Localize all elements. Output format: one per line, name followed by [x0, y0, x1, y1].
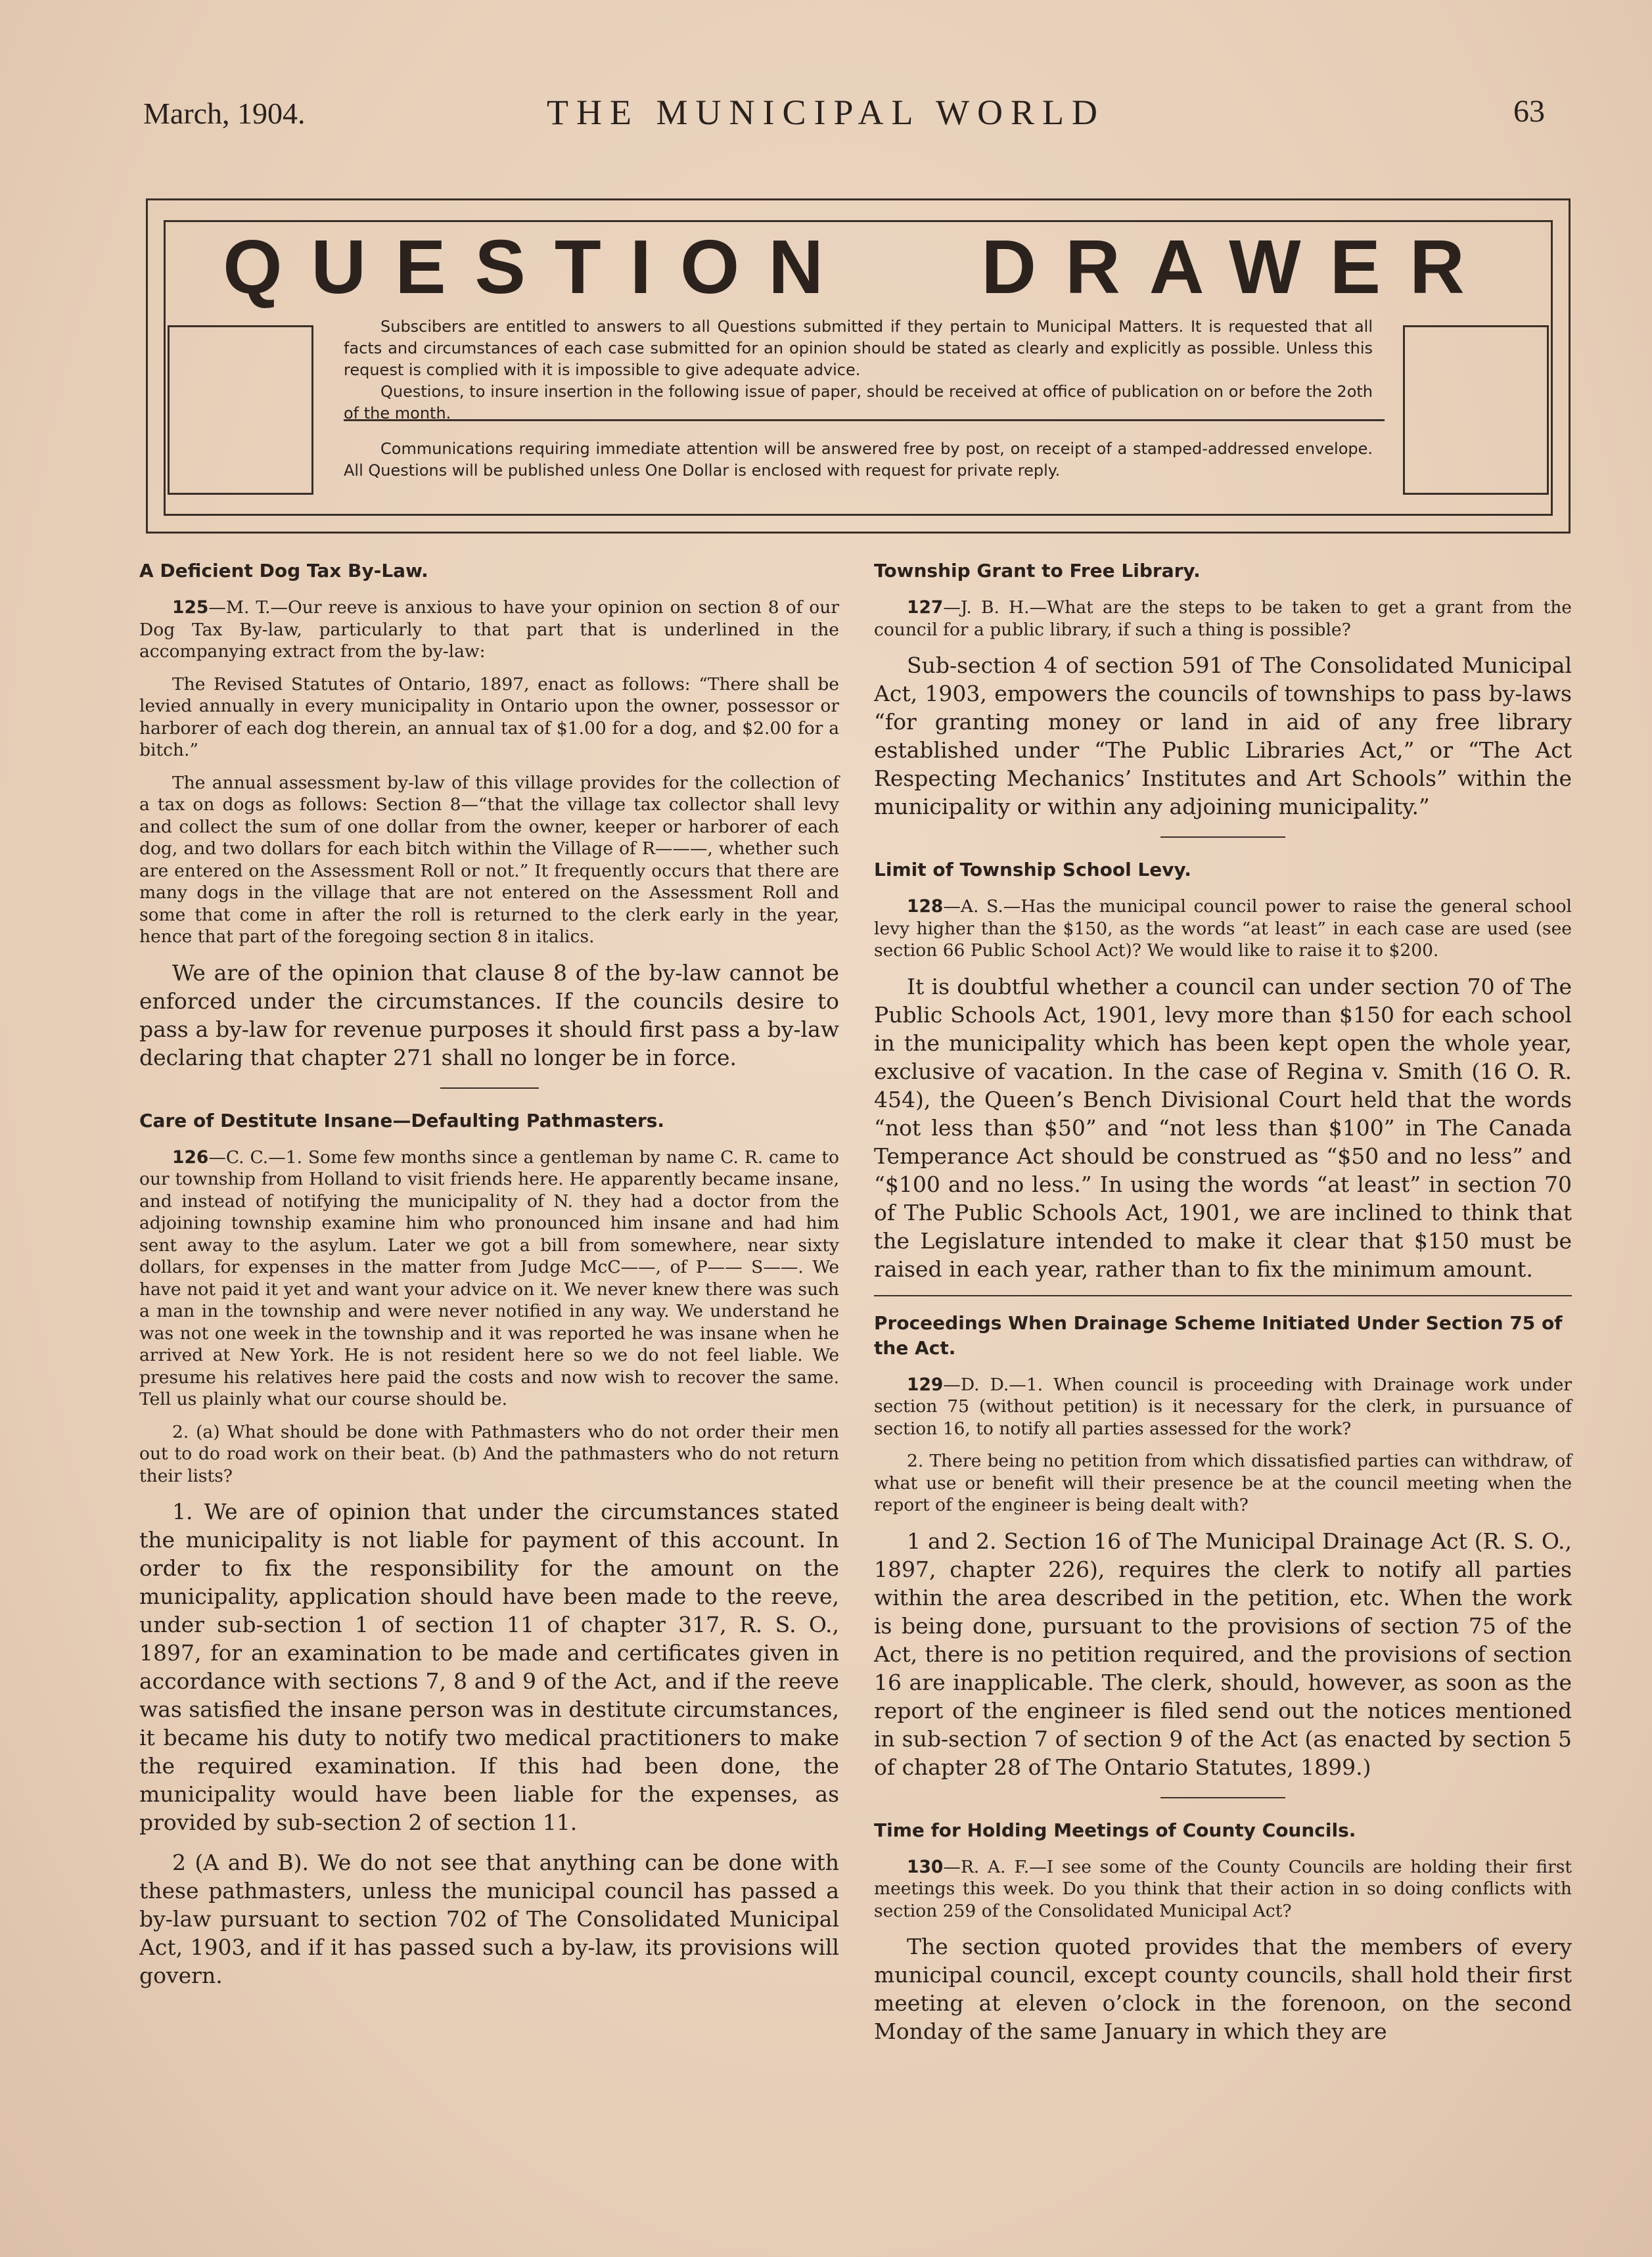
answer-130: The section quoted provides that the members of every municipal council, except county councils, shall hold their first meeting at eleven o’clock in the forenoon, on the second Monday of the same January in which they are [874, 1934, 1572, 2044]
question-text: —A. S.—Has the municipal council power to raise the general school levy higher than the $150, as the words “at least” in each case are used (see section 66 Public School Act)? We would like to raise it to $200. [874, 896, 1572, 961]
question-129 [874, 1374, 1572, 1440]
question-number: 125 [172, 597, 209, 618]
divider [344, 419, 1385, 421]
divider [1160, 836, 1285, 838]
instruction-p2: Questions, to insure insertion in the following issue of paper, should be received at office of publication on or before the 2oth of the month. [344, 382, 1373, 422]
question-text: —R. A. F.—I see some of the County Councils are holding their first meetings this week. Do you think that their action in so doing conflicts with section 259 of the Consolidated Municipal Act? [874, 1856, 1572, 1921]
answer-126-2: 2 (A and B). We do not see that anything can be done with these pathmasters, unless the municipal council has passed a by-law pursuant to section 702 of The Consolidated Municipal Act, 1903, and if it has passed such a by-law, its provisions will govern. [139, 1850, 839, 1988]
running-header [0, 92, 1652, 145]
question-125 [139, 597, 839, 663]
question-drawer-box [146, 198, 1571, 534]
ornament-left [168, 325, 313, 495]
section-title: QUESTION DRAWER [223, 224, 1494, 309]
instruction-p3: Communications requiring immediate attention will be answered free by post, on receipt of a stamped-addressed envelope. All Questions will be published unless One Dollar is enclosed with request for private reply. [344, 440, 1373, 480]
question-number: 128 [907, 896, 944, 917]
divider [440, 1087, 539, 1089]
answer-125: We are of the opinion that clause 8 of the by-law cannot be enforced under the circumstances. If the councils desire to pass a by-law for revenue purposes it should first pass a by-law declaring that chapter 271 shall no longer be in force. [139, 959, 839, 1070]
question-130 [874, 1856, 1572, 1923]
divider [874, 1295, 1572, 1296]
question-126-part2: 2. (a) What should be done with Pathmasters who do not order their men out to do road work on their beat. (b) And the pathmasters who do not return their lists? [139, 1421, 839, 1486]
issue-date: March, 1904. [143, 97, 306, 130]
heading-free-library: Township Grant to Free Library. [874, 560, 1201, 581]
question-number: 129 [907, 1374, 944, 1395]
communications-note [344, 438, 1373, 482]
question-125-bylaw: The annual assessment by-law of this village provides for the collection of a tax on dogs as follows: Section 8—“that the village tax collector shall levy and collect the sum of one dollar from the owner, keeper or harborer of each dog, and two dollars for each bitch within the Village of R———, whether such are entered on the Assessment Roll or not.” It frequently occurs that there are many dogs in the village that are not entered on the Assessment Roll and some that come in after the roll is returned to the clerk early in the year, hence that part of the foregoing section 8 in italics. [139, 772, 839, 947]
journal-title: THE MUNICIPAL WORLD [546, 93, 1105, 132]
ornament-right [1403, 325, 1549, 495]
instruction-p1: Subscibers are entitled to answers to all Questions submitted if they pertain to Municipal Matters. It is requested that all facts and circumstances of each case submitted for an opinion should be stated as clearly and explicitly as possible. Unless this request is complied with it is impossible to give adequate advice. [344, 317, 1373, 379]
answer-128: It is doubtful whether a council can under section 70 of The Public Schools Act, 1901, levy more than $150 for each school in the municipality which has been kept open the whole year, exclusive of vacation. In the case of Regina v. Smith (16 O. R. 454), the Queen’s Bench Divisional Court held that the words “not less than $50” and “not less than $100” in The Canada Temperance Act should be construed as “$50 and no less” and “$100 and no less.” In using the words “at least” in section 70 of The Public Schools Act, 1901, we are inclined to think that the Legislature intended to make it clear that $150 must be raised in each year, rather than to fix the minimum amount. [874, 973, 1572, 1282]
answer-127: Sub-section 4 of section 591 of The Consolidated Municipal Act, 1903, empowers the councils of townships to pass by-laws “for granting money or land in aid of any free library established under “The Public Libraries Act,” or “The Act Respecting Mechanics’ Institutes and Art Schools” within the municipality or within any adjoining municipality.” [874, 652, 1572, 819]
instructions [344, 316, 1373, 424]
answer-129: 1 and 2. Section 16 of The Municipal Drainage Act (R. S. O., 1897, chapter 226), requires the clerk to notify all parties within the area described in the petition, etc. When the work is being done, pursuant to the provisions of section 75 of the Act, there is no petition required, and the provisions of section 16 are inapplicable. The clerk, should, however, as soon as the report of the engineer is filed send out the notices mentioned in sub-section 7 of section 9 of the Act (as enacted by section 5 of chapter 28 of The Ontario Statutes, 1899.) [874, 1528, 1572, 1780]
question-number: 126 [172, 1147, 209, 1168]
right-column [874, 559, 1572, 2057]
question-text: —M. T.—Our reeve is anxious to have your opinion on section 8 of our Dog Tax By-law, particularly to that part that is underlined in the accompanying extract from the by-law: [139, 597, 839, 662]
question-125-quote: The Revised Statutes of Ontario, 1897, enact as follows: “There shall be levied annually in every municipality in Ontario upon the owner, possessor or harborer of each dog therein, an annual tax of $1.00 for a dog, and $2.00 for a bitch.” [139, 673, 839, 760]
divider [1160, 1797, 1285, 1798]
question-128 [874, 896, 1572, 962]
heading-county-councils: Time for Holding Meetings of County Councils. [874, 1819, 1356, 1841]
question-text: —C. C.—1. Some few months since a gentleman by name C. R. came to our township from Holland to visit friends here. He apparently became insane, and instead of notifying the municipality of N. they had a doctor from the adjoining township examine him who pronounced him insane and had him sent away to the asylum. Later we got a bill from somewhere, near sixty dollars, for expenses in the matter from Judge McC——, of P—— S——. We have not paid it yet and want your advice on it. We never knew there was such a man in the township and were never notified in any way. We understand he was not one week in the township and it was reported he was insane when he arrived at New York. He is not resident here so we do not feel liable. We presume his relatives here paid the costs and now wish to recover the same. Tell us plainly what our course should be. [139, 1147, 839, 1409]
page-number: 63 [1513, 94, 1545, 129]
question-number: 130 [907, 1856, 944, 1877]
question-number: 127 [907, 597, 944, 618]
question-127 [874, 597, 1572, 641]
left-column [139, 559, 839, 2001]
heading-school-levy: Limit of Township School Levy. [874, 859, 1191, 880]
heading-dog-tax: A Deficient Dog Tax By-Law. [139, 560, 428, 581]
answer-126-1: 1. We are of opinion that under the circumstances stated the municipality is not liable for payment of this account. In order to fix the responsibility for the amount on the municipality, application should have been made to the reeve, under sub-section 1 of section 11 of chapter 317, R. S. O., 1897, for an examination to be made and certificates given in accordance with sections 7, 8 and 9 of the Act, and if the reeve was satisfied the insane person was in destitute circumstances, it became his duty to notify two medical practitioners to make the required examination. If this had been done, the municipality would have been liable for the expenses, as provided by sub-section 2 of section 11. [139, 1499, 839, 1835]
heading-drainage-scheme: Proceedings When Drainage Scheme Initiated Under Section 75 of the Act. [874, 1311, 1563, 1359]
heading-destitute-insane: Care of Destitute Insane—Defaulting Pathmasters. [139, 1109, 665, 1131]
question-text: —J. B. H.—What are the steps to be taken to get a grant from the council for a public library, if such a thing is possible? [874, 597, 1572, 640]
question-126 [139, 1147, 839, 1411]
question-text: —D. D.—1. When council is proceeding with Drainage work under section 75 (without petition) is it necessary for the clerk, in pursuance of section 16, to notify all parties assessed for the work? [874, 1374, 1572, 1439]
question-129-part2: 2. There being no petition from which dissatisfied parties can withdraw, of what use or benefit will their presence be at the council meeting when the report of the engineer is being dealt with? [874, 1451, 1572, 1515]
